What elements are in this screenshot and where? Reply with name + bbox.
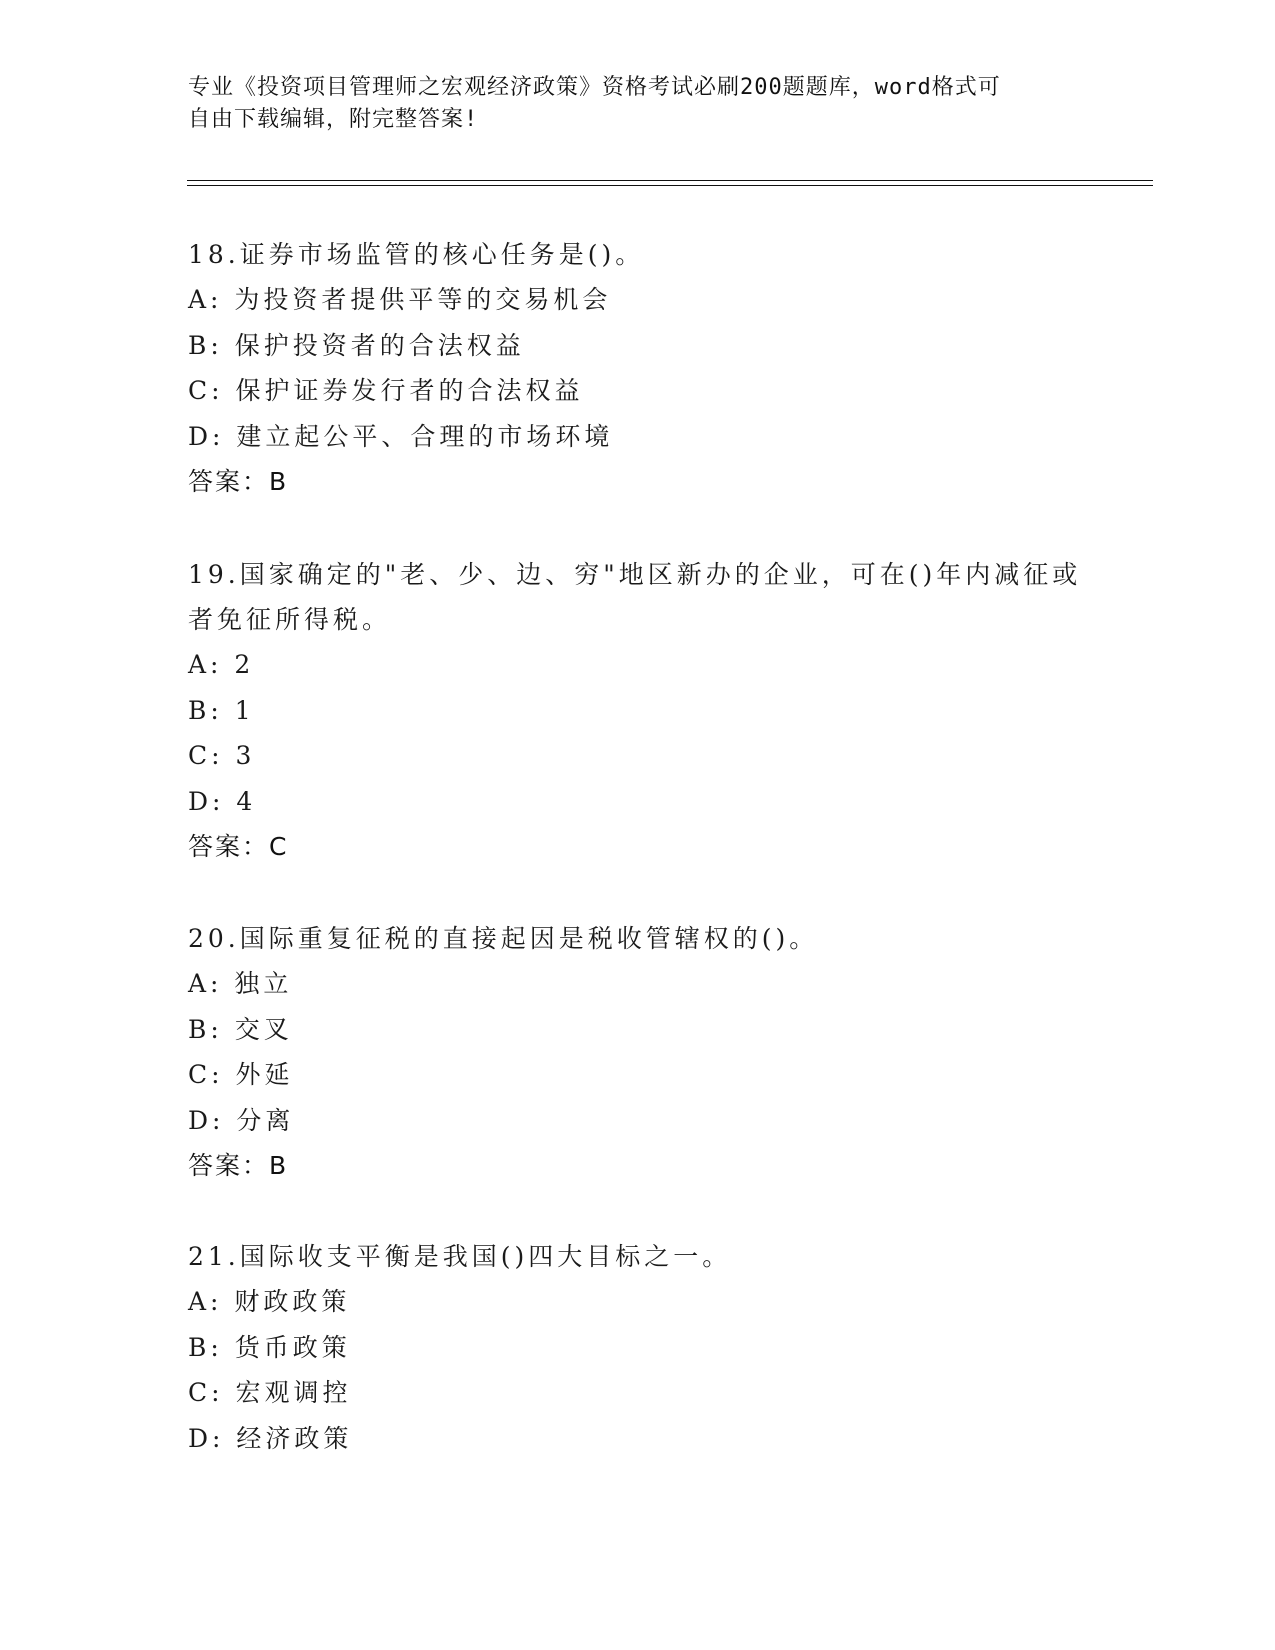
option-c: C: 宏观调控: [188, 1378, 352, 1407]
header-title-line-2: 自由下载编辑，附完整答案!: [188, 107, 479, 132]
option-c: C: 保护证券发行者的合法权益: [188, 376, 584, 405]
option-a: A: 财政政策: [188, 1287, 351, 1316]
option-a: A: 2: [188, 650, 255, 679]
option-d: D: 4: [188, 786, 257, 816]
option-c: C: 外延: [188, 1060, 294, 1089]
option-b: B: 1: [188, 695, 255, 725]
answer-line: 答案：B: [188, 1151, 289, 1180]
question-stem-line-1: 19.国家确定的"老、少、边、穷"地区新办的企业，可在()年内减征或: [188, 560, 1082, 589]
option-b: B: 保护投资者的合法权益: [188, 330, 525, 360]
header-title-line-1: 专业《投资项目管理师之宏观经济政策》资格考试必刷200题题库，word格式可: [188, 75, 1001, 100]
question-stem: 18.证券市场监管的核心任务是()。: [188, 240, 645, 269]
option-b: B: 货币政策: [188, 1332, 351, 1362]
document-header: [188, 72, 1068, 136]
option-d: D: 分离: [188, 1105, 295, 1135]
question-stem-line-2: 者免征所得税。: [188, 605, 392, 634]
question-stem: 20.国际重复征税的直接起因是税收管辖权的()。: [188, 924, 819, 953]
option-b: B: 交叉: [188, 1014, 293, 1044]
option-d: D: 建立起公平、合理的市场环境: [188, 421, 614, 451]
answer-line: 答案：B: [188, 467, 289, 496]
option-d: D: 经济政策: [188, 1423, 353, 1453]
header-divider-top: [187, 180, 1153, 181]
answer-line: 答案：C: [188, 832, 289, 861]
question-19: [188, 552, 1088, 870]
option-c: C: 3: [188, 741, 256, 770]
question-21: [188, 1234, 1088, 1461]
question-stem: 21.国际收支平衡是我国()四大目标之一。: [188, 1242, 732, 1271]
option-a: A: 独立: [188, 969, 293, 998]
option-a: A: 为投资者提供平等的交易机会: [188, 285, 612, 314]
question-18: [188, 232, 1088, 505]
header-divider-bottom: [187, 185, 1153, 186]
question-20: [188, 916, 1088, 1189]
